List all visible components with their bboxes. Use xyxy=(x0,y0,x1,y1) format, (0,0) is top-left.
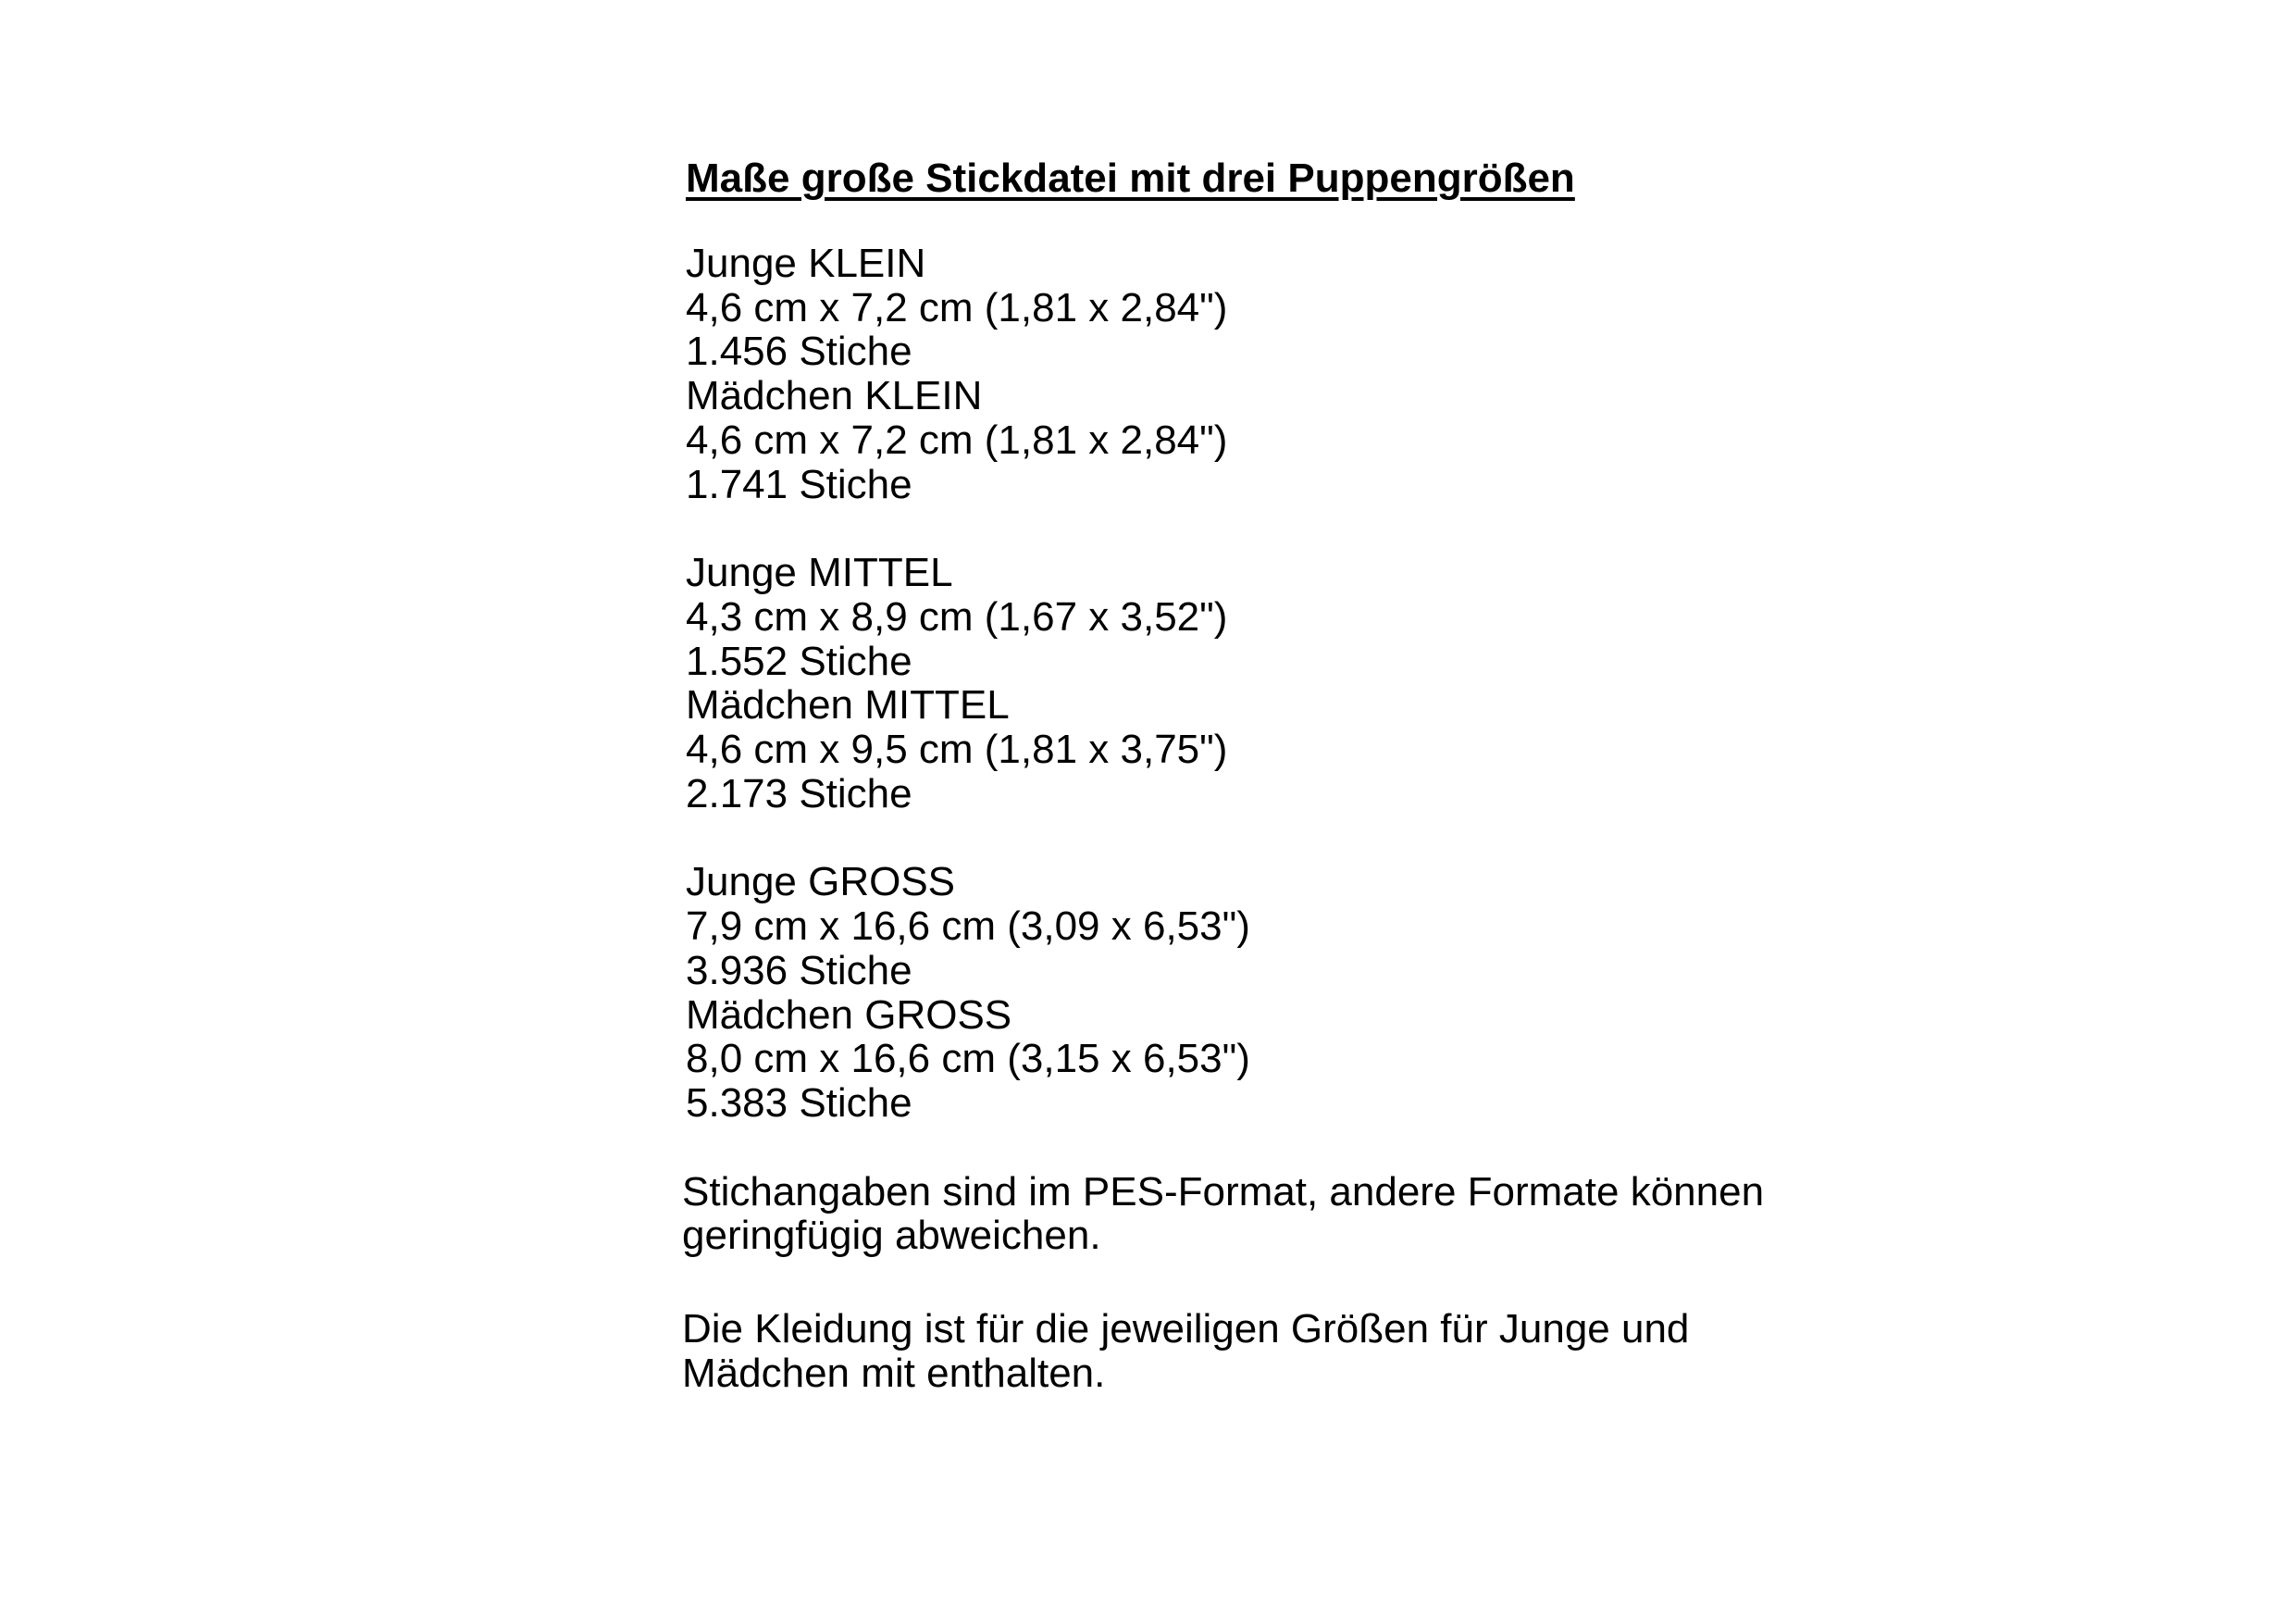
clothing-note-line: Die Kleidung ist für die jeweiligen Größen für Junge und xyxy=(682,1306,1690,1352)
stitches-maedchen-klein: 1.741 Stiche xyxy=(686,461,912,507)
size-label-maedchen-klein: Mädchen KLEIN xyxy=(686,373,983,419)
clothing-note-line: Mädchen mit enthalten. xyxy=(682,1350,1106,1396)
size-group-gross xyxy=(686,860,1885,1125)
stitches-maedchen-gross: 5.383 Stiche xyxy=(686,1079,912,1126)
stitches-maedchen-mittel: 2.173 Stiche xyxy=(686,770,912,816)
format-note xyxy=(682,1170,1885,1258)
format-note-line: Stichangaben sind im PES-Format, andere Formate können xyxy=(682,1168,1765,1214)
dimensions-junge-klein: 4,6 cm x 7,2 cm (1,81 x 2,84") xyxy=(686,284,1228,330)
dimensions-maedchen-mittel: 4,6 cm x 9,5 cm (1,81 x 3,75") xyxy=(686,727,1228,773)
stitches-junge-gross: 3.936 Stiche xyxy=(686,947,912,993)
size-label-junge-klein: Junge KLEIN xyxy=(686,241,926,286)
size-label-junge-mittel: Junge MITTEL xyxy=(686,550,953,596)
dimensions-maedchen-gross: 8,0 cm x 16,6 cm (3,15 x 6,53") xyxy=(686,1036,1250,1082)
size-label-maedchen-mittel: Mädchen MITTEL xyxy=(686,682,1010,729)
clothing-note xyxy=(682,1307,1885,1395)
dimensions-maedchen-klein: 4,6 cm x 7,2 cm (1,81 x 2,84") xyxy=(686,417,1228,463)
stitches-junge-mittel: 1.552 Stiche xyxy=(686,638,912,684)
stitches-junge-klein: 1.456 Stiche xyxy=(686,329,912,375)
format-note-line: geringfügig abweichen. xyxy=(682,1213,1101,1259)
size-label-junge-gross: Junge GROSS xyxy=(686,859,956,905)
document-title: Maße große Stickdatei mit drei Puppengrößen xyxy=(686,156,1575,201)
size-group-klein xyxy=(686,242,1885,506)
size-group-mittel xyxy=(686,551,1885,816)
dimensions-junge-gross: 7,9 cm x 16,6 cm (3,09 x 6,53") xyxy=(686,903,1250,950)
document-body xyxy=(682,153,1885,1395)
dimensions-junge-mittel: 4,3 cm x 8,9 cm (1,67 x 3,52") xyxy=(686,593,1228,640)
size-label-maedchen-gross: Mädchen GROSS xyxy=(686,991,1012,1038)
